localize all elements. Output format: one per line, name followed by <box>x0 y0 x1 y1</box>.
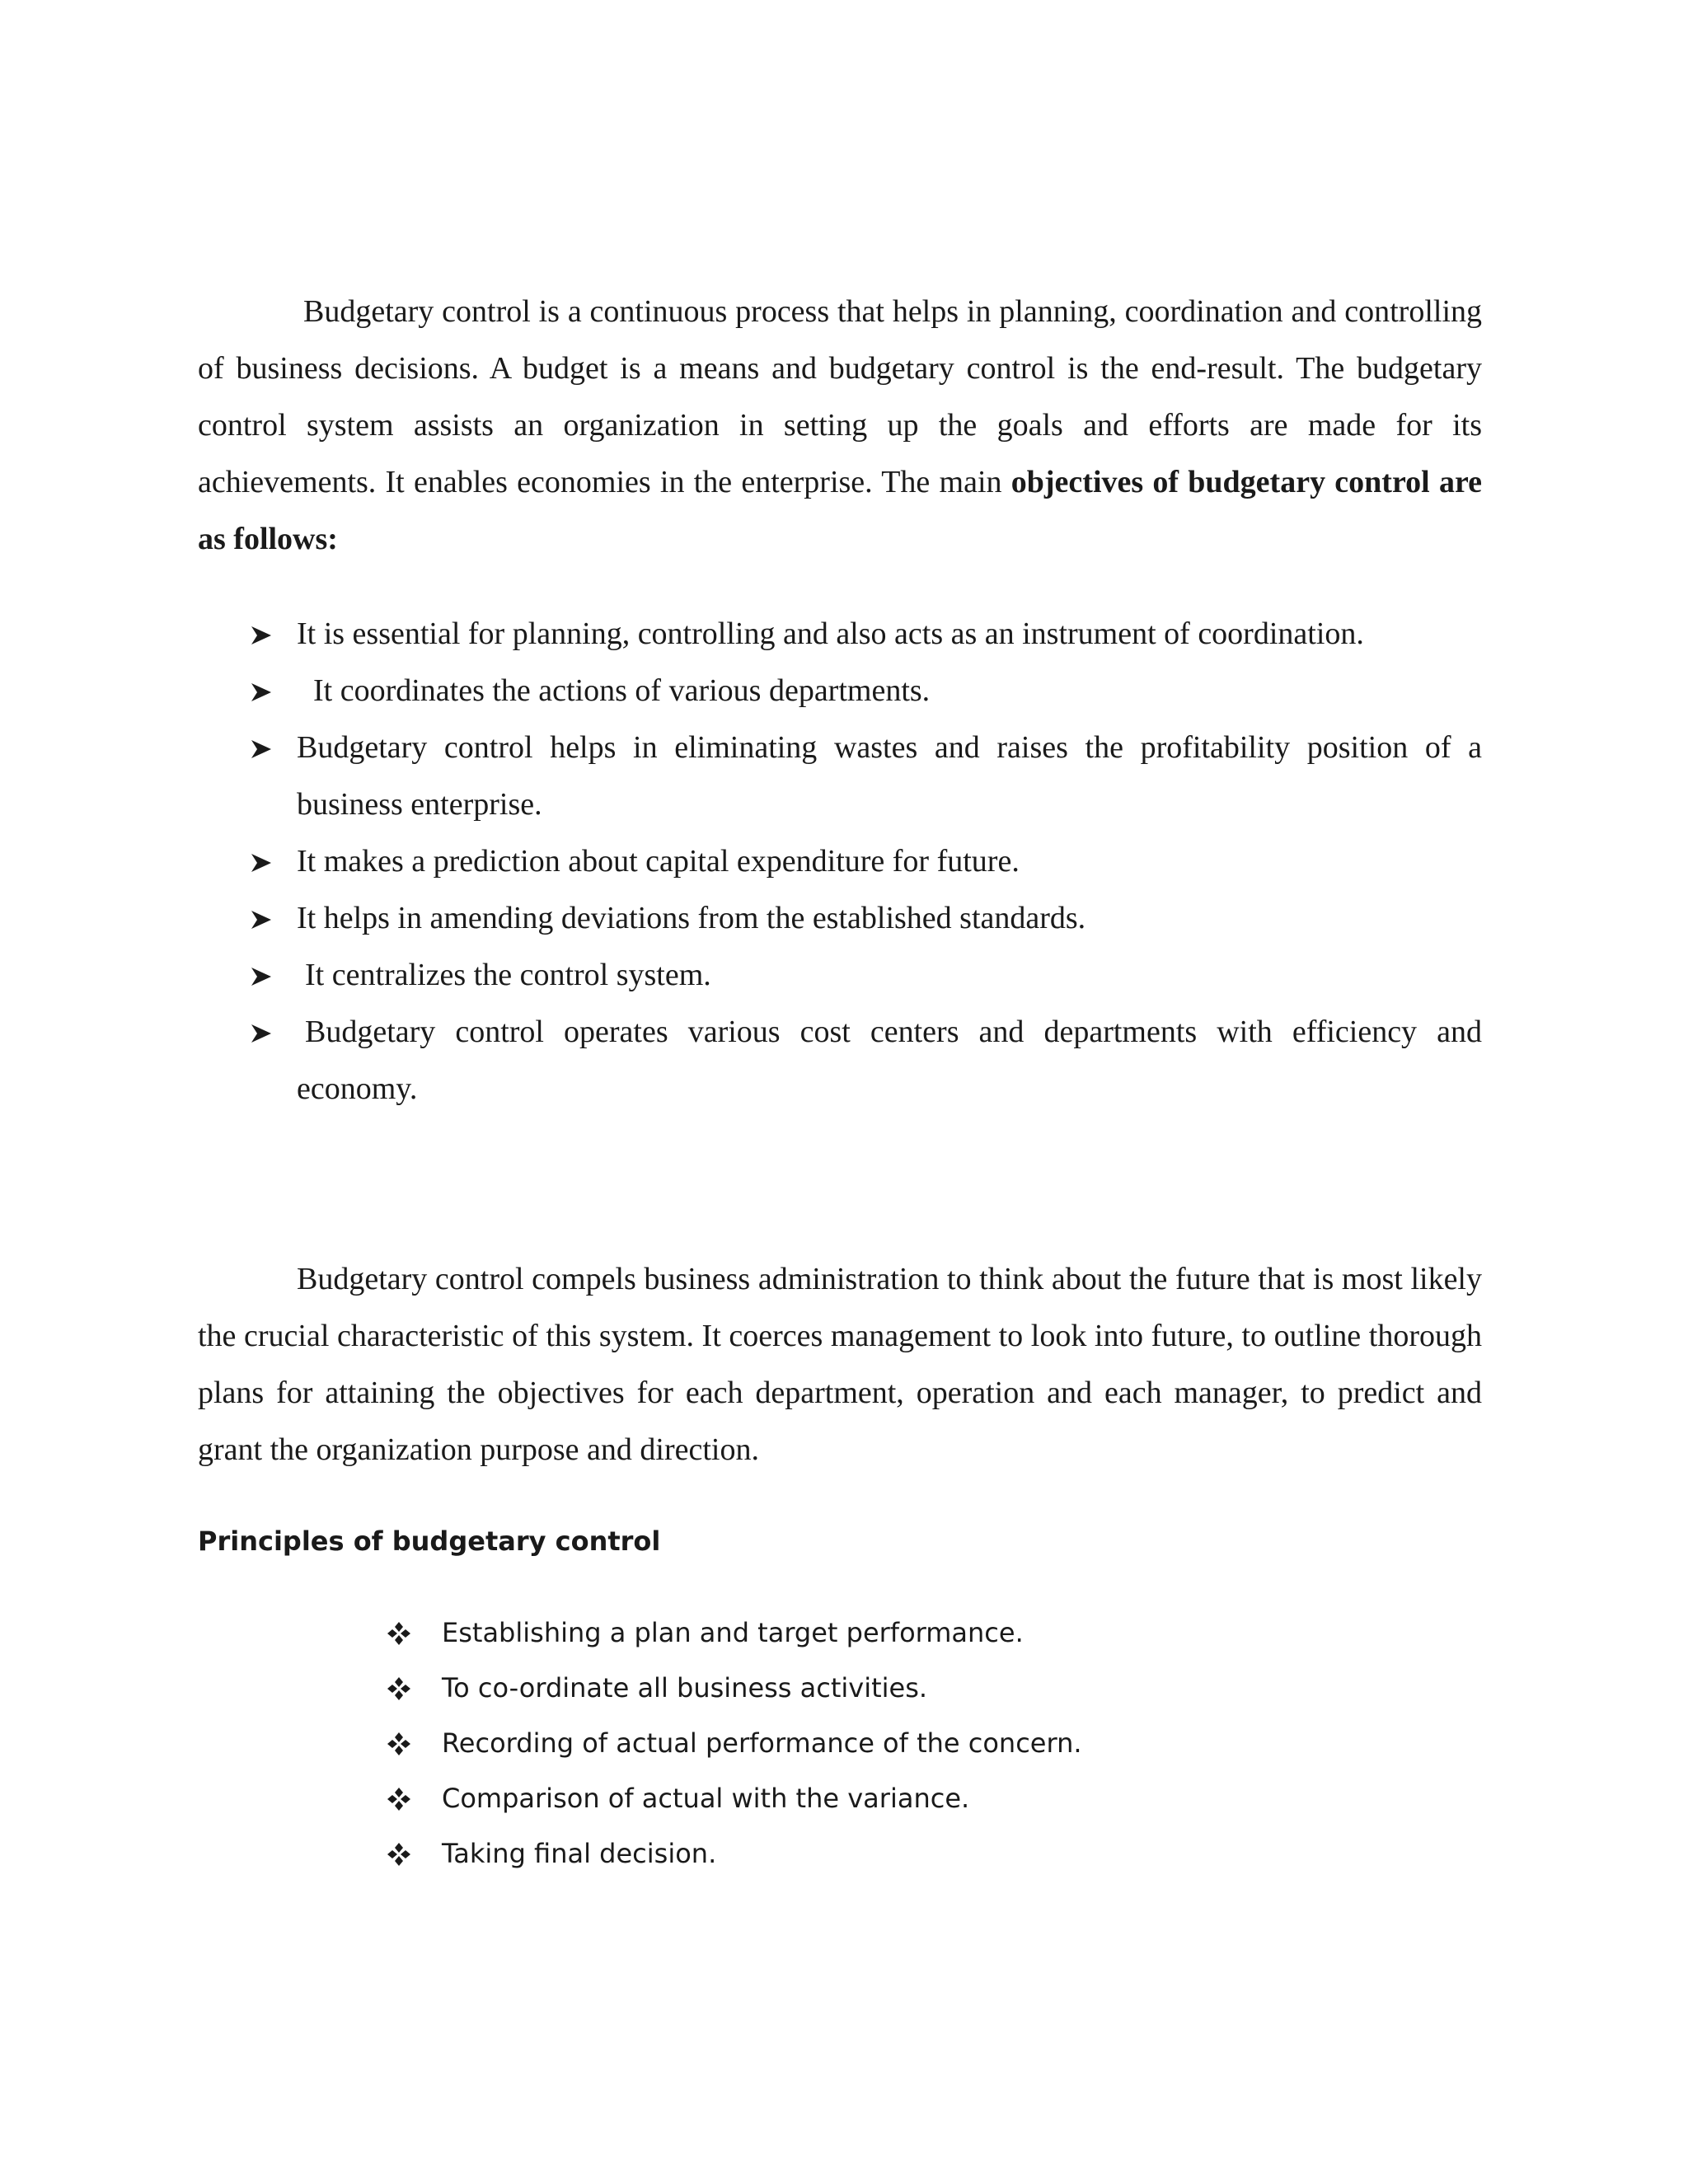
list-item <box>247 833 1482 890</box>
objective-text: It coordinates the actions of various departments. <box>313 673 931 708</box>
objective-text: Budgetary control operates various cost centers and departments with efficiency and economy. <box>297 1015 1482 1106</box>
future-paragraph: Budgetary control compels business administration to think about the future that is most likely the crucial characteristic of this system. It coerces management to look into future, to outline thorough plans for attaining the objectives for each department, operation and each manager, to predict and grant the organization purpose and direction. <box>198 1262 1482 1467</box>
four-diamond-bullet-icon <box>387 1677 410 1700</box>
objective-text: Budgetary control helps in eliminating wastes and raises the profitability position of a business enterprise. <box>297 730 1482 822</box>
principles-heading: Principles of budgetary control <box>198 1526 661 1557</box>
principle-text: To co-ordinate all business activities. <box>442 1672 928 1704</box>
principle-text: Recording of actual performance of the concern. <box>442 1727 1082 1759</box>
list-item <box>387 1826 1082 1882</box>
four-diamond-bullet-icon <box>387 1622 410 1645</box>
list-item <box>247 1004 1482 1118</box>
list-item <box>247 719 1482 833</box>
arrowhead-bullet-icon <box>247 890 280 947</box>
objectives-list <box>247 606 1482 1118</box>
arrowhead-bullet-icon <box>247 606 280 663</box>
four-diamond-bullet-icon <box>387 1732 410 1755</box>
arrowhead-bullet-icon <box>247 1004 280 1061</box>
arrowhead-bullet-icon <box>247 719 280 776</box>
list-item <box>247 890 1482 947</box>
arrowhead-bullet-icon <box>247 833 280 890</box>
objective-text: It helps in amending deviations from the established standards. <box>297 901 1086 935</box>
four-diamond-bullet-icon <box>387 1843 410 1866</box>
list-item <box>247 947 1482 1004</box>
principle-text: Establishing a plan and target performance. <box>442 1617 1024 1648</box>
list-item <box>387 1771 1082 1826</box>
intro-text: Budgetary control is a continuous process that helps in planning, coordination and controlling of business decisions. A budget is a means and budgetary control is the end-result. The budgetary control system assists an organization in setting up the goals and efforts are made for its achievements. It enables economies in the enterprise. The main <box>198 294 1482 499</box>
objective-text: It makes a prediction about capital expenditure for future. <box>297 844 1020 879</box>
objective-text: It centralizes the control system. <box>305 958 711 992</box>
arrowhead-bullet-icon <box>247 947 280 1004</box>
intro-paragraph <box>198 284 1482 568</box>
four-diamond-bullet-icon <box>387 1788 410 1811</box>
list-item <box>247 606 1482 663</box>
principles-list <box>387 1605 1082 1882</box>
principle-text: Comparison of actual with the variance. <box>442 1783 970 1814</box>
list-item <box>387 1661 1082 1716</box>
arrowhead-bullet-icon <box>247 663 280 719</box>
list-item <box>387 1716 1082 1771</box>
objectives-lead-in: objectives of budgetary control are as follows: <box>198 465 1482 556</box>
list-item <box>387 1605 1082 1661</box>
objective-text: It is essential for planning, controlling and also acts as an instrument of coordination. <box>297 616 1364 651</box>
list-item <box>247 663 1482 719</box>
principle-text: Taking final decision. <box>442 1838 717 1869</box>
